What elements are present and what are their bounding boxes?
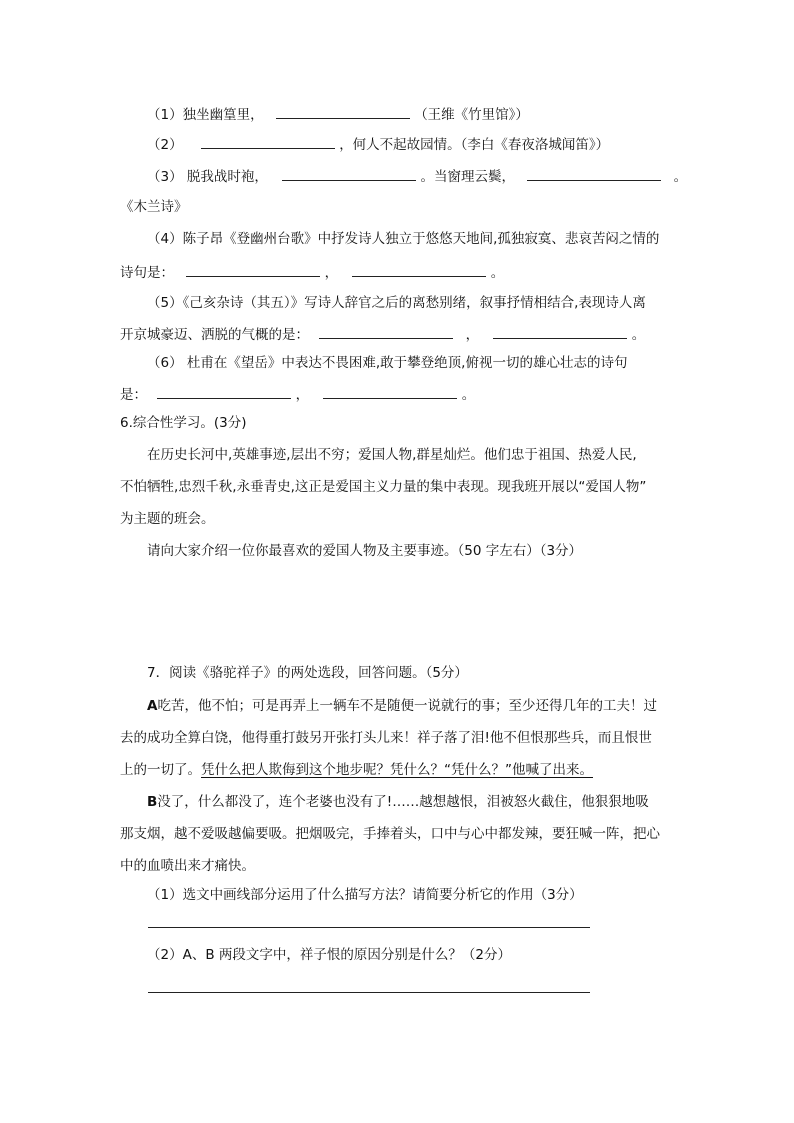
q5-item-6-end: 。 xyxy=(461,387,476,403)
q7-a-line-3 xyxy=(120,761,593,779)
q5-item-1-source: （王维《竹里馆》） xyxy=(414,107,529,123)
q5-item-3-end: 。 xyxy=(673,169,688,185)
q7-b-line-3: 中的血喷出来才痛快。 xyxy=(120,858,255,874)
q7-sub-question-2: （2）A、B 两段文字中，祥子恨的原因分别是什么？（2分） xyxy=(147,947,511,963)
q6-task: 请向大家介绍一位你最喜欢的爱国人物及主要事迹。（50 字左右）（3分） xyxy=(147,543,583,559)
q7-a-line-3-text: 上的一切了。 xyxy=(120,762,201,778)
q5-item-6-line-2 xyxy=(120,384,475,404)
q5-item-3 xyxy=(147,166,687,186)
q5-item-4-line-2 xyxy=(120,262,504,282)
q5-item-5-label: 开京城豪迈、洒脱的气概的是： xyxy=(120,327,309,343)
q7-sub-question-1: （1）选文中画线部分运用了什么描写方法？请简要分析它的作用（3分） xyxy=(147,887,583,903)
q5-item-6-blank-1[interactable] xyxy=(157,384,291,399)
q5-item-1-blank[interactable] xyxy=(276,104,410,119)
q7-a-label: A xyxy=(147,698,158,714)
q6-para-line-2: 不怕牺牲,忠烈千秋,永垂青史,这正是爱国主义力量的集中表现。现我班开展以“爱国人物” xyxy=(120,479,647,495)
q5-item-3-blank-2[interactable] xyxy=(527,166,661,181)
q5-item-3-blank-1[interactable] xyxy=(282,166,416,181)
q6-para-line-3: 为主题的班会。 xyxy=(120,511,215,527)
q5-item-2 xyxy=(147,134,609,154)
q5-item-3-source: 《木兰诗》 xyxy=(120,199,188,215)
q5-item-2-blank[interactable] xyxy=(201,134,335,149)
q7-a-line-1-text: 吃苦，他不怕；可是再弄上一辆车不是随便一说就行的事；至少还得几年的工夫！过 xyxy=(157,698,657,714)
q5-item-2-text: ，何人不起故园情。（李白《春夜洛城闻笛》） xyxy=(339,137,610,153)
q5-item-6-label: 是： xyxy=(120,387,147,403)
q5-item-3-text: （3） 脱我战时袍， xyxy=(147,169,268,185)
q7-a-line-2: 去的成功全算白饶，他得重打鼓另开张打头儿来！祥子落了泪!他不但恨那些兵，而且恨世 xyxy=(120,730,652,746)
q5-item-3-text-2: 。当窗理云鬓， xyxy=(420,169,515,185)
q7-b-line-2: 那支烟，越不爱吸越偏要吸。把烟吸完，手捧着头，口中与心中都发辣，要狂喊一阵，把心 xyxy=(120,826,660,842)
q7-a-line-1 xyxy=(147,697,657,715)
q5-item-4-line-1: （4）陈子昂《登幽州台歌》中抒发诗人独立于悠悠天地间,孤独寂寞、悲哀苦闷之情的 xyxy=(147,231,660,247)
q7-b-label: B xyxy=(147,794,158,810)
q7-b-line-1 xyxy=(147,793,649,811)
q5-item-5-line-1: （5）《己亥杂诗（其五）》写诗人辞官之后的离愁别绪，叙事抒情相结合,表现诗人离 xyxy=(147,295,646,311)
q7-answer-line-1[interactable] xyxy=(148,927,590,928)
q5-item-6-comma: ， xyxy=(295,387,310,403)
q5-item-4-blank-2[interactable] xyxy=(352,262,486,277)
q5-item-5-comma: ， xyxy=(465,327,480,343)
q7-answer-line-2[interactable] xyxy=(148,992,590,993)
q6-para-line-1: 在历史长河中,英雄事迹,层出不穷；爱国人物,群星灿烂。他们忠于祖国、热爱人民, xyxy=(147,447,637,463)
q5-item-4-end: 。 xyxy=(490,265,505,281)
q5-item-5-blank-1[interactable] xyxy=(319,324,453,339)
q5-item-5-blank-2[interactable] xyxy=(493,324,627,339)
q5-item-2-number: （2） xyxy=(147,137,183,153)
q5-item-1 xyxy=(147,104,529,124)
q5-item-6-line-1: （6） 杜甫在《望岳》中表达不畏困难,敢于攀登绝顶,俯视一切的雄心壮志的诗句 xyxy=(147,355,628,371)
q5-item-5-end: 。 xyxy=(631,327,646,343)
q7-underlined-passage: 凭什么把人欺侮到这个地步呢？凭什么？“凭什么？”他喊了出来。 xyxy=(201,762,593,778)
q5-item-4-label: 诗句是： xyxy=(120,265,174,281)
q5-item-4-comma: ， xyxy=(324,265,339,281)
q5-item-6-blank-2[interactable] xyxy=(323,384,457,399)
q5-item-1-text: （1）独坐幽篁里， xyxy=(147,107,264,123)
q7-b-line-1-text: 没了，什么都没了，连个老婆也没有了!……越想越恨，泪被怒火截住，他狠狠地吸 xyxy=(157,794,649,810)
q7-title: 7．阅读《骆驼祥子》的两处选段，回答问题。（5分） xyxy=(147,665,468,681)
q6-title: 6.综合性学习。(3分) xyxy=(120,415,247,431)
q5-item-4-blank-1[interactable] xyxy=(186,262,320,277)
q5-item-5-line-2 xyxy=(120,324,645,344)
